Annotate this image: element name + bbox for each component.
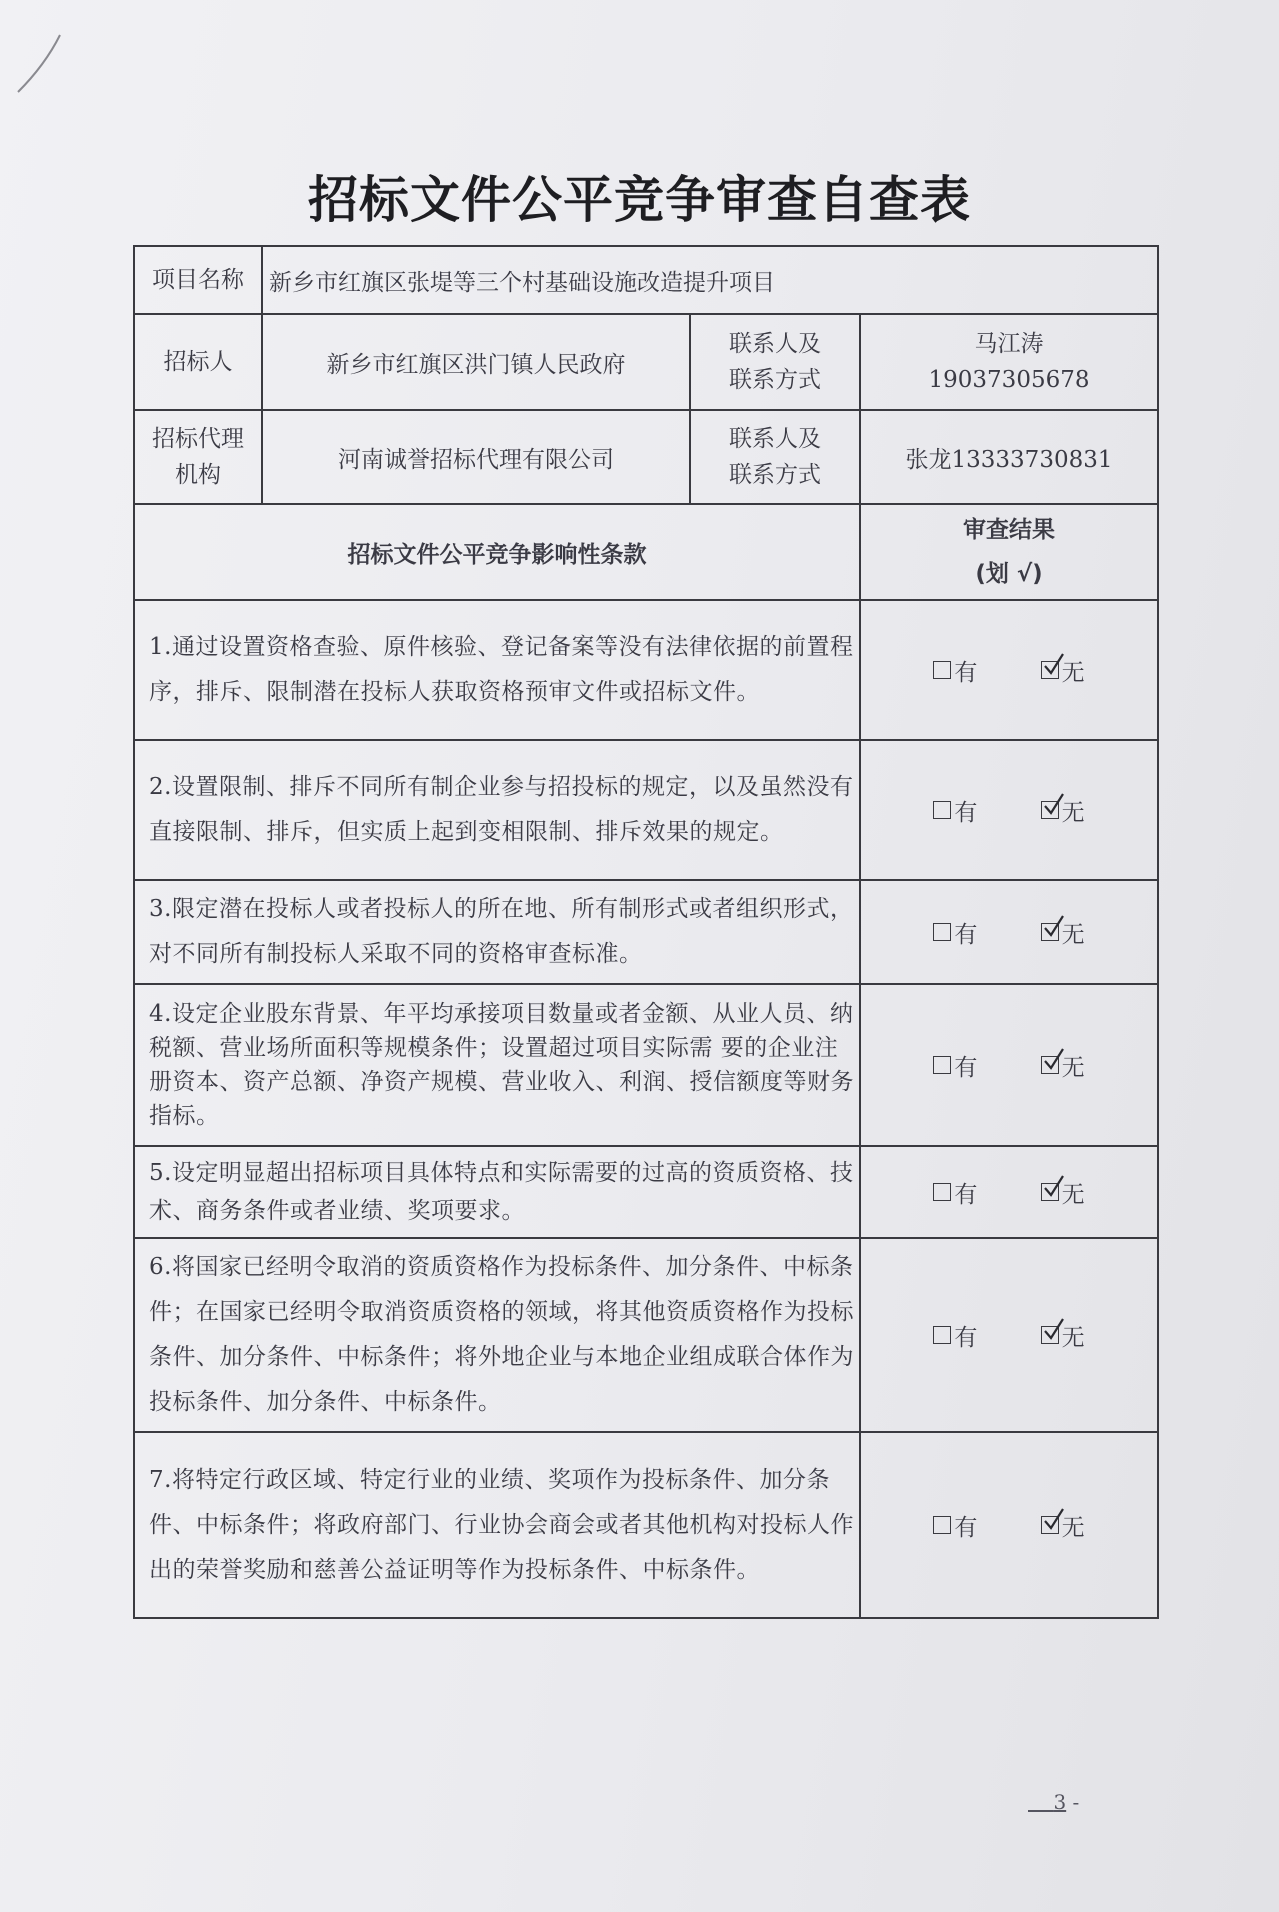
option-yes[interactable]	[933, 1176, 977, 1209]
contact-label-line2: 联系方式	[729, 367, 821, 393]
checkbox-empty-icon	[933, 1056, 951, 1074]
checkmark-icon	[1043, 1507, 1065, 1533]
checkmark-icon	[1043, 792, 1065, 818]
checkbox-checked-icon	[1041, 801, 1059, 819]
option-yes[interactable]	[933, 1049, 977, 1082]
page-number-suffix: -	[1072, 1790, 1080, 1814]
option-no[interactable]	[1041, 794, 1085, 827]
option-yes-label: 有	[954, 1324, 978, 1351]
option-yes-label: 有	[954, 1514, 978, 1541]
clause-row	[134, 1238, 1158, 1432]
checkbox-empty-icon	[933, 661, 951, 679]
contact-label-line2: 联系方式	[729, 462, 821, 488]
checkmark-icon	[1043, 1174, 1065, 1200]
checkmark-icon	[1043, 1047, 1065, 1073]
option-yes-label: 有	[954, 799, 978, 826]
project-label: 项目名称	[134, 246, 262, 314]
agency-label-line2: 机构	[175, 462, 221, 488]
tenderer-row	[134, 314, 1158, 410]
clause-text: 7.将特定行政区域、特定行业的业绩、奖项作为投标条件、加分条件、中标条件；将政府部门、行业协会商会或者其他机构对投标人作出的荣誉奖励和慈善公益证明等作为投标条件、中标条件。	[134, 1432, 860, 1618]
document-title: 招标文件公平竞争审查自查表	[308, 171, 971, 229]
tenderer-contact-label	[690, 314, 860, 410]
option-yes-label: 有	[954, 1054, 978, 1081]
tenderer-value: 新乡市红旗区洪门镇人民政府	[262, 314, 690, 410]
clauses-header-label: 招标文件公平竞争影响性条款	[134, 504, 860, 600]
clause-text: 4.设定企业股东背景、年平均承接项目数量或者金额、从业人员、纳税额、营业场所面积等规模条件；设置超过项目实际需 要的企业注册资本、资产总额、净资产规模、营业收入、利润、授信额度等财务指标。	[134, 984, 860, 1146]
agency-contact-value: 张龙13333730831	[860, 410, 1158, 504]
contact-label-line1: 联系人及	[729, 426, 821, 452]
checkbox-empty-icon	[933, 1326, 951, 1344]
clause-text: 6.将国家已经明令取消的资质资格作为投标条件、加分条件、中标条件；在国家已经明令取消资质资格的领域，将其他资质资格作为投标条件、加分条件、中标条件；将外地企业与本地企业组成联合体作为投标条件、加分条件、中标条件。	[134, 1238, 860, 1432]
checkbox-checked-icon	[1041, 1326, 1059, 1344]
clause-result	[860, 600, 1158, 740]
clause-row	[134, 984, 1158, 1146]
option-no-label: 无	[1061, 1324, 1085, 1351]
clause-result	[860, 1238, 1158, 1432]
option-no-label: 无	[1061, 921, 1085, 948]
page-number	[1028, 1790, 1079, 1814]
clause-text: 1.通过设置资格查验、原件核验、登记备案等没有法律依据的前置程序，排斥、限制潜在投标人获取资格预审文件或招标文件。	[134, 600, 860, 740]
checkbox-checked-icon	[1041, 661, 1059, 679]
tenderer-label: 招标人	[134, 314, 262, 410]
option-yes[interactable]	[933, 1319, 977, 1352]
tenderer-contact-value	[860, 314, 1158, 410]
checkbox-empty-icon	[933, 1183, 951, 1201]
clauses-header-row	[134, 504, 1158, 600]
clause-row	[134, 740, 1158, 880]
clause-row	[134, 1432, 1158, 1618]
option-no-label: 无	[1061, 799, 1085, 826]
option-yes[interactable]	[933, 794, 977, 827]
clause-result	[860, 880, 1158, 984]
agency-contact-label	[690, 410, 860, 504]
clause-result	[860, 1432, 1158, 1618]
tenderer-contact-name: 马江涛	[974, 331, 1044, 357]
option-no[interactable]	[1041, 916, 1085, 949]
clause-row	[134, 1146, 1158, 1238]
clause-result	[860, 740, 1158, 880]
pen-stroke-mark	[10, 30, 70, 100]
option-no[interactable]	[1041, 654, 1085, 687]
option-no[interactable]	[1041, 1049, 1085, 1082]
clause-text: 2.设置限制、排斥不同所有制企业参与招投标的规定，以及虽然没有直接限制、排斥，但实质上起到变相限制、排斥效果的规定。	[134, 740, 860, 880]
option-yes-label: 有	[954, 659, 978, 686]
option-no-label: 无	[1061, 1181, 1085, 1208]
project-row	[134, 246, 1158, 314]
tenderer-contact-phone: 19037305678	[928, 367, 1090, 393]
option-no[interactable]	[1041, 1509, 1085, 1542]
project-value: 新乡市红旗区张堤等三个村基础设施改造提升项目	[262, 246, 1158, 314]
agency-label	[134, 410, 262, 504]
agency-label-line1: 招标代理	[152, 426, 244, 452]
contact-label-line1: 联系人及	[729, 331, 821, 357]
clause-result	[860, 1146, 1158, 1238]
clause-row	[134, 880, 1158, 984]
option-yes-label: 有	[954, 1181, 978, 1208]
option-no-label: 无	[1061, 1514, 1085, 1541]
review-form-table	[133, 245, 1159, 1619]
option-yes[interactable]	[933, 654, 977, 687]
checkmark-icon	[1043, 914, 1065, 940]
clause-result	[860, 984, 1158, 1146]
option-no-label: 无	[1061, 659, 1085, 686]
clause-text: 5.设定明显超出招标项目具体特点和实际需要的过高的资质资格、技术、商务条件或者业绩、奖项要求。	[134, 1146, 860, 1238]
checkbox-checked-icon	[1041, 1183, 1059, 1201]
clause-text: 3.限定潜在投标人或者投标人的所在地、所有制形式或者组织形式，对不同所有制投标人采取不同的资格审查标准。	[134, 880, 860, 984]
option-no[interactable]	[1041, 1319, 1085, 1352]
option-yes[interactable]	[933, 916, 977, 949]
option-yes[interactable]	[933, 1509, 977, 1542]
checkmark-icon	[1043, 1317, 1065, 1343]
agency-value: 河南诚誉招标代理有限公司	[262, 410, 690, 504]
checkbox-checked-icon	[1041, 923, 1059, 941]
result-header	[860, 504, 1158, 600]
checkbox-empty-icon	[933, 1516, 951, 1534]
clause-row	[134, 600, 1158, 740]
checkbox-checked-icon	[1041, 1056, 1059, 1074]
checkbox-empty-icon	[933, 923, 951, 941]
checkbox-empty-icon	[933, 801, 951, 819]
checkbox-checked-icon	[1041, 1516, 1059, 1534]
checkmark-icon	[1043, 652, 1065, 678]
option-yes-label: 有	[954, 921, 978, 948]
option-no[interactable]	[1041, 1176, 1085, 1209]
option-no-label: 无	[1061, 1054, 1085, 1081]
result-header-label: 审查结果	[963, 517, 1055, 543]
page-number-value: 3	[1053, 1790, 1067, 1814]
agency-row	[134, 410, 1158, 504]
result-header-hint: (划 √)	[975, 561, 1043, 587]
